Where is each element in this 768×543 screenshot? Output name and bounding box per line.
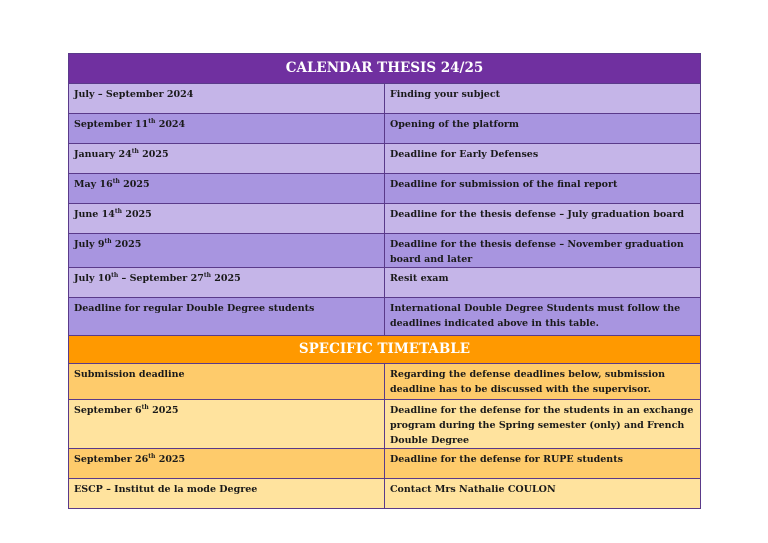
calendar-header-row — [69, 54, 701, 84]
table-row — [69, 449, 701, 479]
event-cell: Regarding the defense deadlines below, submission deadline has to be discussed with the supervisor. — [385, 364, 701, 400]
table-row — [69, 144, 701, 174]
event-cell: Deadline for the thesis defense – November graduation board and later — [385, 234, 701, 268]
event-cell: Contact Mrs Nathalie COULON — [385, 479, 701, 509]
table-row — [69, 114, 701, 144]
date-cell: January 24th 2025 — [69, 144, 385, 174]
specific-header-row — [69, 336, 701, 364]
date-cell: July – September 2024 — [69, 84, 385, 114]
date-cell: July 10th – September 27th 2025 — [69, 268, 385, 298]
table-row — [69, 204, 701, 234]
event-cell: Deadline for the thesis defense – July graduation board — [385, 204, 701, 234]
table-row — [69, 400, 701, 449]
table-row — [69, 298, 701, 336]
table-row — [69, 479, 701, 509]
event-cell: Deadline for the defense for RUPE students — [385, 449, 701, 479]
date-cell: May 16th 2025 — [69, 174, 385, 204]
table-row — [69, 84, 701, 114]
date-cell: Deadline for regular Double Degree students — [69, 298, 385, 336]
table-row — [69, 174, 701, 204]
event-cell: Opening of the platform — [385, 114, 701, 144]
date-cell: June 14th 2025 — [69, 204, 385, 234]
date-cell: September 26th 2025 — [69, 449, 385, 479]
calendar-title: CALENDAR THESIS 24/25 — [69, 54, 701, 84]
table-row — [69, 268, 701, 298]
thesis-calendar-table — [68, 53, 701, 509]
table-row — [69, 364, 701, 400]
event-cell: International Double Degree Students must follow the deadlines indicated above in this table. — [385, 298, 701, 336]
date-cell: September 6th 2025 — [69, 400, 385, 449]
event-cell: Resit exam — [385, 268, 701, 298]
event-cell: Deadline for Early Defenses — [385, 144, 701, 174]
table-row — [69, 234, 701, 268]
date-cell: July 9th 2025 — [69, 234, 385, 268]
date-cell: ESCP – Institut de la mode Degree — [69, 479, 385, 509]
date-cell: Submission deadline — [69, 364, 385, 400]
event-cell: Finding your subject — [385, 84, 701, 114]
specific-title: SPECIFIC TIMETABLE — [69, 336, 701, 364]
date-cell: September 11th 2024 — [69, 114, 385, 144]
event-cell: Deadline for submission of the final report — [385, 174, 701, 204]
event-cell: Deadline for the defense for the students in an exchange program during the Spring semester (only) and French Double Degree — [385, 400, 701, 449]
